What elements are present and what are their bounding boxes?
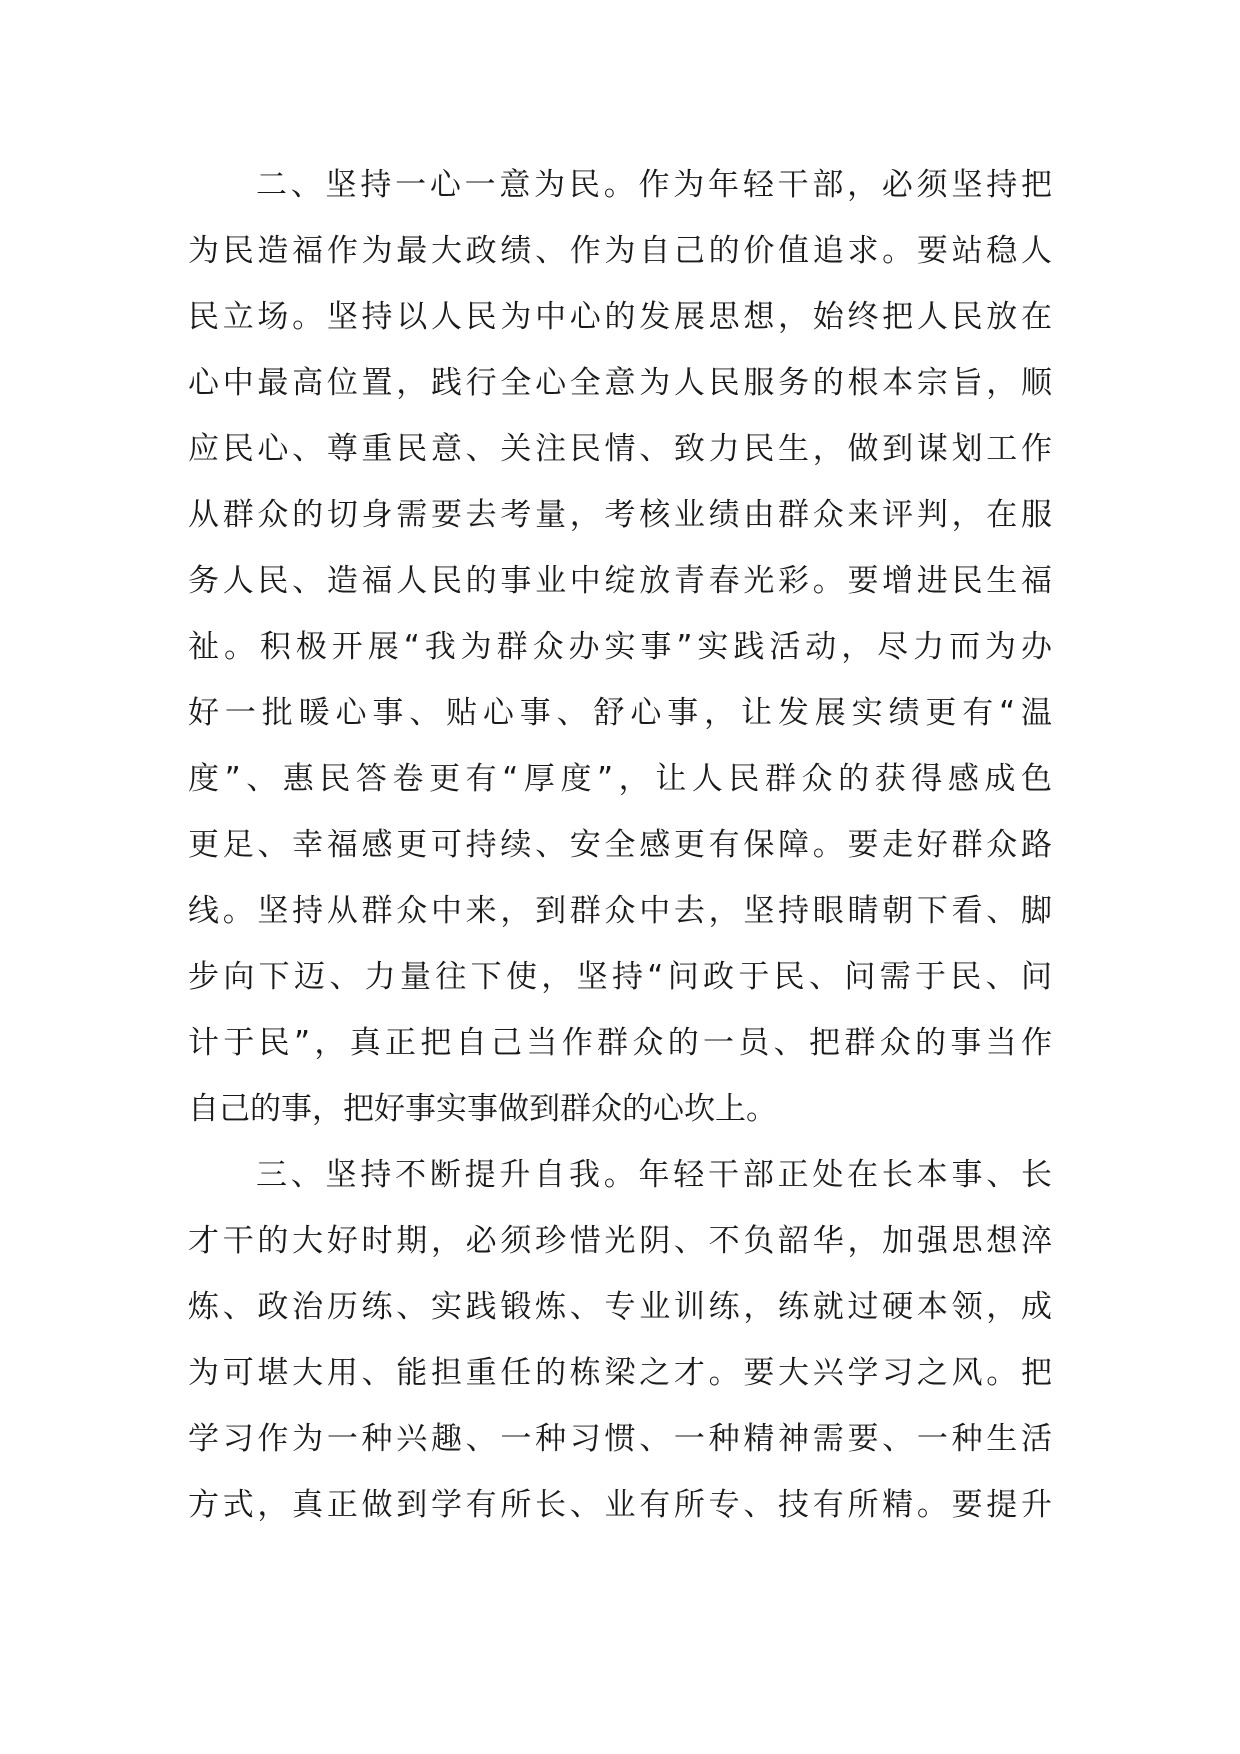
- text-line: 步向下迈、力量往下使，坚持“问政于民、问需于民、问: [188, 959, 1052, 995]
- text-line: 自己的事，把好事实事做到群众的心坎上。: [188, 1091, 777, 1127]
- text-line: 更足、幸福感更可持续、安全感更有保障。要走好群众路: [188, 827, 1052, 863]
- text-line: 从群众的切身需要去考量，考核业绩由群众来评判，在服: [188, 497, 1052, 533]
- text-line: 学习作为一种兴趣、一种习惯、一种精神需要、一种生活: [188, 1421, 1052, 1457]
- text-line: 度”、惠民答卷更有“厚度”，让人民群众的获得感成色: [188, 761, 1052, 797]
- text-line: 线。坚持从群众中来，到群众中去，坚持眼睛朝下看、脚: [188, 893, 1052, 929]
- text-line: 才干的大好时期，必须珍惜光阴、不负韶华，加强思想淬: [188, 1223, 1052, 1259]
- text-line: 好一批暖心事、贴心事、舒心事，让发展实绩更有“温: [188, 695, 1052, 731]
- text-line: 应民心、尊重民意、关注民情、致力民生，做到谋划工作: [188, 431, 1052, 467]
- text-line: 三、坚持不断提升自我。年轻干部正处在长本事、长: [256, 1157, 1052, 1193]
- text-line: 二、坚持一心一意为民。作为年轻干部，必须坚持把: [256, 167, 1052, 203]
- text-line: 务人民、造福人民的事业中绽放青春光彩。要增进民生福: [188, 563, 1052, 599]
- text-line: 炼、政治历练、实践锻炼、专业训练，练就过硬本领，成: [188, 1289, 1052, 1325]
- text-line: 祉。积极开展“我为群众办实事”实践活动，尽力而为办: [188, 629, 1052, 665]
- paragraph-3: [188, 1142, 1052, 1538]
- text-line: 为民造福作为最大政绩、作为自己的价值追求。要站稳人: [188, 233, 1052, 269]
- text-line: 心中最高位置，践行全心全意为人民服务的根本宗旨，顺: [188, 365, 1052, 401]
- text-line: 计于民”，真正把自己当作群众的一员、把群众的事当作: [188, 1025, 1052, 1061]
- paragraph-2: [188, 152, 1052, 1142]
- text-line: 民立场。坚持以人民为中心的发展思想，始终把人民放在: [188, 299, 1052, 335]
- text-line: 方式，真正做到学有所长、业有所专、技有所精。要提升: [188, 1487, 1052, 1523]
- document-body: [188, 152, 1052, 1538]
- text-line: 为可堪大用、能担重任的栋梁之才。要大兴学习之风。把: [188, 1355, 1052, 1391]
